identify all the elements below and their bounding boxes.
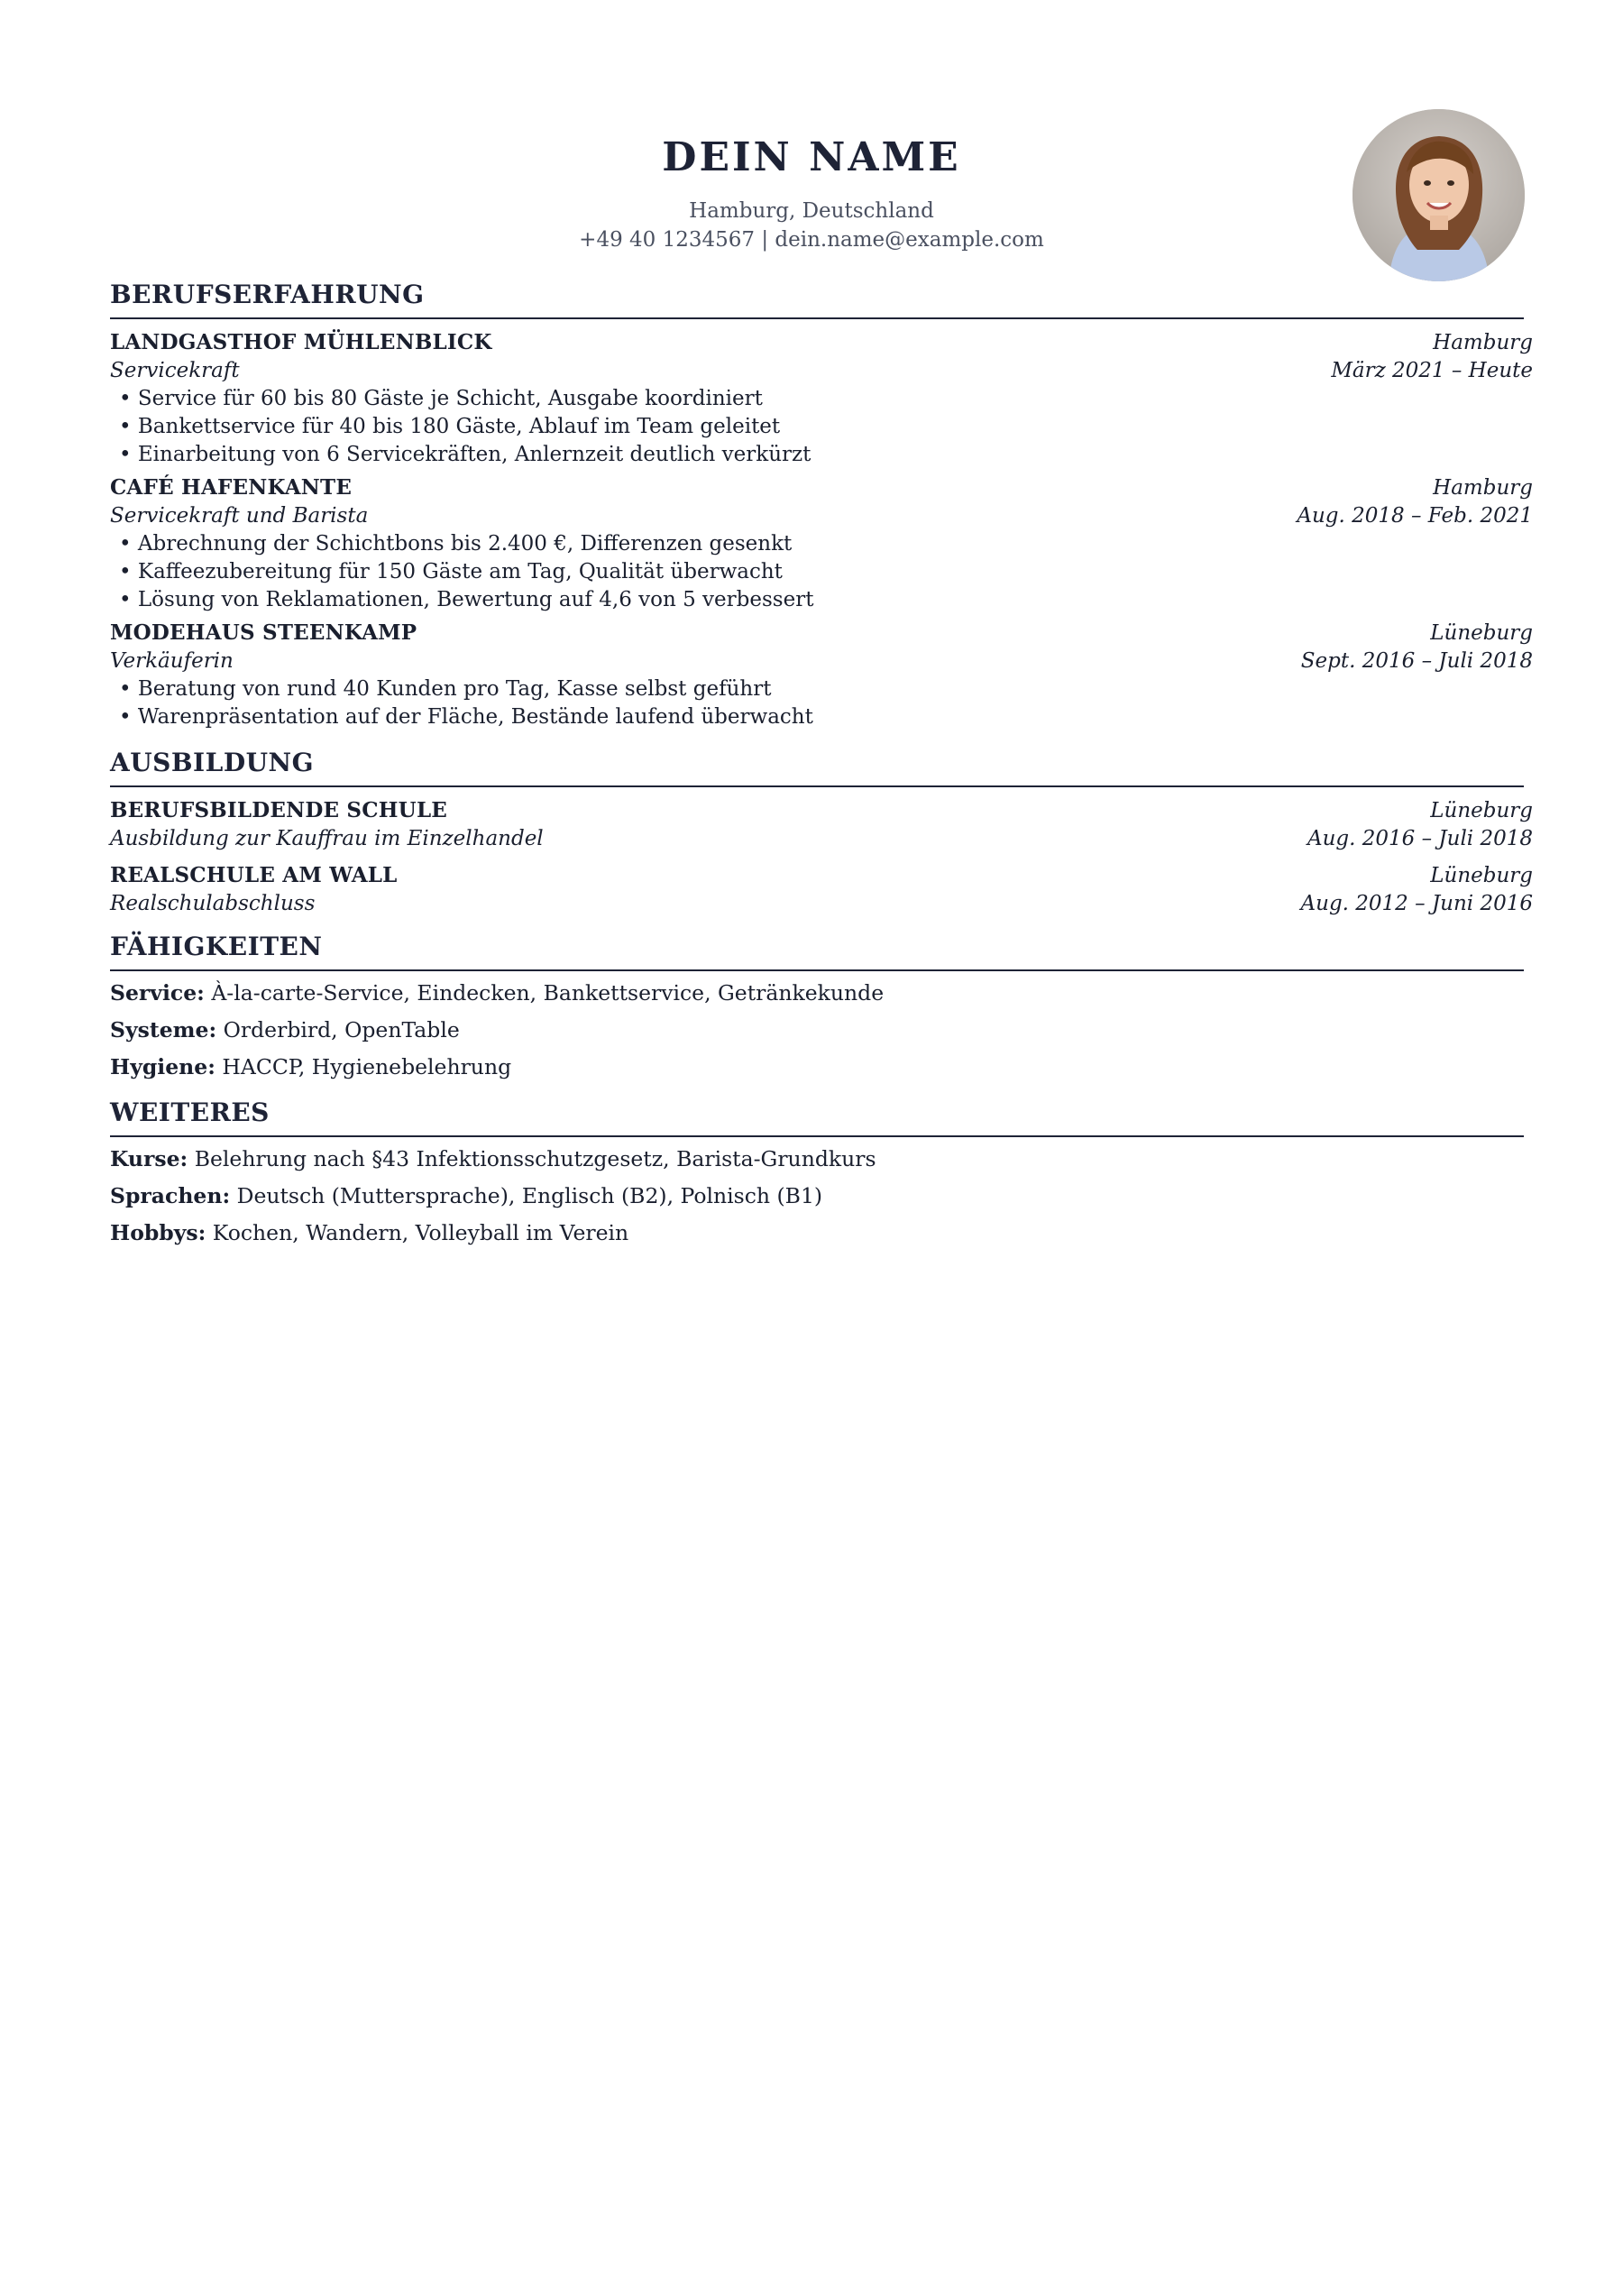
experience-entry: [110, 619, 1533, 731]
education-section: [110, 748, 1533, 918]
section-title-skills: FÄHIGKEITEN: [110, 932, 323, 961]
skill-line: [110, 1049, 1524, 1086]
info-line: [110, 1141, 1524, 1178]
profile-photo: [1352, 109, 1525, 281]
employer-location: Hamburg: [1433, 476, 1533, 500]
section-divider: [110, 785, 1524, 787]
profile-photo-illustration: [1352, 109, 1525, 281]
employer-name: MODEHAUS STEENKAMP: [110, 620, 417, 645]
employer-location: Hamburg: [1433, 331, 1533, 354]
experience-entry: [110, 328, 1533, 469]
section-title-experience: BERUFSERFAHRUNG: [110, 280, 425, 309]
education-dates: Aug. 2012 – Juni 2016: [1300, 892, 1533, 915]
responsibility-list: [110, 385, 1533, 469]
employment-dates: März 2021 – Heute: [1331, 359, 1533, 382]
job-title: Verkäuferin: [110, 649, 234, 673]
skill-value: HACCP, Hygienebelehrung: [222, 1054, 512, 1079]
school-location: Lüneburg: [1430, 864, 1533, 887]
school-name: REALSCHULE AM WALL: [110, 863, 398, 887]
qualification: Realschulabschluss: [110, 892, 316, 915]
school-location: Lüneburg: [1430, 799, 1533, 822]
skill-label: Service:: [110, 980, 205, 1006]
employer-name: CAFÉ HAFENKANTE: [110, 475, 353, 500]
info-line: [110, 1178, 1524, 1215]
list-item: • Abrechnung der Schichtbons bis 2.400 €, Differenzen gesenkt: [119, 530, 1533, 558]
section-title-education: AUSBILDUNG: [110, 748, 315, 777]
job-title: Servicekraft und Barista: [110, 504, 369, 528]
qualification: Ausbildung zur Kauffrau im Einzelhandel: [110, 827, 544, 850]
contact-line: +49 40 1234567 | dein.name@example.com: [579, 228, 1044, 252]
list-item: • Lösung von Reklamationen, Bewertung auf 4,6 von 5 verbessert: [119, 586, 1533, 614]
skills-section: [110, 932, 1524, 1086]
info-label: Sprachen:: [110, 1183, 231, 1208]
info-value: Kochen, Wandern, Volleyball im Verein: [212, 1220, 629, 1245]
education-entry: [110, 861, 1533, 918]
list-item: • Service für 60 bis 80 Gäste je Schicht, Ausgabe koordiniert: [119, 385, 1533, 413]
more-section: [110, 1097, 1524, 1252]
list-item: • Warenpräsentation auf der Fläche, Bestände laufend überwacht: [119, 703, 1533, 731]
location-line: Hamburg, Deutschland: [689, 199, 934, 223]
info-label: Hobbys:: [110, 1220, 206, 1245]
list-item: • Einarbeitung von 6 Servicekräften, Anlernzeit deutlich verkürzt: [119, 441, 1533, 469]
section-divider: [110, 969, 1524, 971]
info-label: Kurse:: [110, 1146, 188, 1171]
responsibility-list: [110, 530, 1533, 614]
skill-value: À-la-carte-Service, Eindecken, Bankettservice, Getränkekunde: [211, 980, 885, 1006]
education-dates: Aug. 2016 – Juli 2018: [1307, 827, 1533, 850]
experience-section: [110, 280, 1533, 731]
skill-line: [110, 975, 1524, 1012]
skill-label: Hygiene:: [110, 1054, 215, 1079]
section-divider: [110, 1135, 1524, 1137]
employment-dates: Aug. 2018 – Feb. 2021: [1297, 504, 1533, 528]
info-line: [110, 1215, 1524, 1252]
info-value: Belehrung nach §43 Infektionsschutzgesetz, Barista-Grundkurs: [194, 1146, 876, 1171]
employer-location: Lüneburg: [1430, 621, 1533, 645]
job-title: Servicekraft: [110, 359, 240, 382]
person-name: DEIN NAME: [662, 134, 961, 180]
list-item: • Kaffeezubereitung für 150 Gäste am Tag, Qualität überwacht: [119, 558, 1533, 586]
info-value: Deutsch (Muttersprache), Englisch (B2), Polnisch (B1): [236, 1183, 823, 1208]
skill-value: Orderbird, OpenTable: [223, 1017, 460, 1042]
skill-line: [110, 1012, 1524, 1049]
employer-name: LANDGASTHOF MÜHLENBLICK: [110, 330, 492, 354]
skill-label: Systeme:: [110, 1017, 217, 1042]
experience-entry: [110, 473, 1533, 614]
list-item: • Beratung von rund 40 Kunden pro Tag, Kasse selbst geführt: [119, 675, 1533, 703]
list-item: • Bankettservice für 40 bis 180 Gäste, Ablauf im Team geleitet: [119, 413, 1533, 441]
section-divider: [110, 317, 1524, 319]
responsibility-list: [110, 675, 1533, 731]
section-title-more: WEITERES: [110, 1097, 270, 1127]
employment-dates: Sept. 2016 – Juli 2018: [1300, 649, 1533, 673]
education-entry: [110, 796, 1533, 853]
school-name: BERUFSBILDENDE SCHULE: [110, 798, 448, 822]
